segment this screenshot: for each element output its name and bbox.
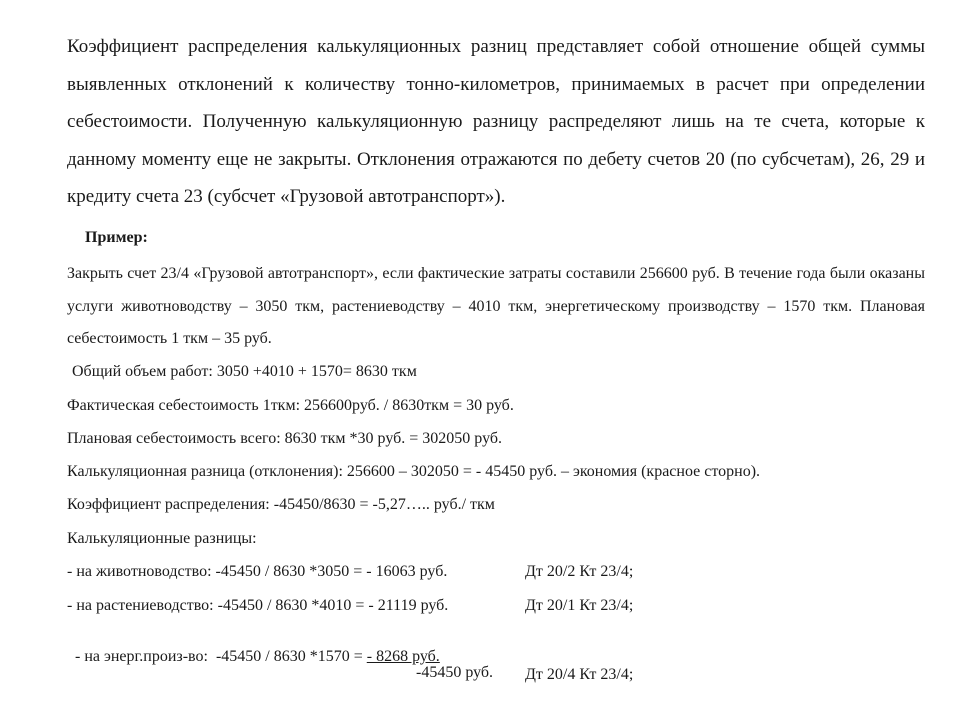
livestock-entry: Дт 20/2 Кт 23/4;: [525, 563, 634, 580]
energy-entry: Дт 20/4 Кт 23/4;: [525, 666, 634, 683]
coefficient-line: Коэффициент распределения: -45450/8630 = -5,27….. руб./ ткм: [67, 496, 495, 513]
crops-row: [67, 597, 827, 615]
crops-entry: Дт 20/1 Кт 23/4;: [525, 597, 634, 614]
planned-cost-line: Плановая себестоимость всего: 8630 ткм *30 руб. = 302050 руб.: [67, 430, 503, 447]
example-heading: Пример:: [85, 229, 148, 246]
crops-calc: - на растениеводство: -45450 / 8630 *4010 = - 21119 руб.: [67, 597, 449, 614]
livestock-calc: - на животноводство: -45450 / 8630 *3050 = - 16063 руб.: [67, 563, 448, 580]
total-sum: -45450 руб.: [416, 664, 494, 681]
intro-paragraph: Коэффициент распределения калькуляционных разниц представляет собой отношение общей суммы выявленных отклонений к количеству тонно-километров, принимаемых в расчет при определении себестоимости. Полученную калькуляционную разницу распределяют лишь на те счета, которые к данному моменту еще не закрыты. Отклонения отражаются по дебету счетов 20 (по субсчетам), 26, 29 и кредиту счета 23 (субсчет «Грузовой автотранспорт»).: [67, 36, 925, 208]
actual-cost-line: Фактическая себестоимость 1ткм: 256600руб. / 8630ткм = 30 руб.: [67, 397, 514, 414]
differences-heading: Калькуляционные разницы:: [67, 530, 257, 547]
livestock-row: [67, 563, 827, 581]
energy-calc: - на энерг.произ-во: -45450 / 8630 *1570 =: [75, 648, 367, 665]
example-problem: Закрыть счет 23/4 «Грузовой автотранспорт», если фактические затраты составили 256600 руб. В течение года были оказаны услуги животноводству – 3050 ткм, растениеводству – 4010 ткм, энергетическому производству – 1570 ткм. Плановая себестоимость 1 ткм – 35 руб.: [67, 265, 925, 347]
total-volume-line: Общий объем работ: 3050 +4010 + 1570= 8630 ткм: [72, 363, 417, 380]
difference-line: Калькуляционная разница (отклонения): 256600 – 302050 = - 45450 руб. – экономия (красное сторно).: [67, 463, 761, 480]
energy-result: - 8268 руб.: [366, 648, 440, 665]
